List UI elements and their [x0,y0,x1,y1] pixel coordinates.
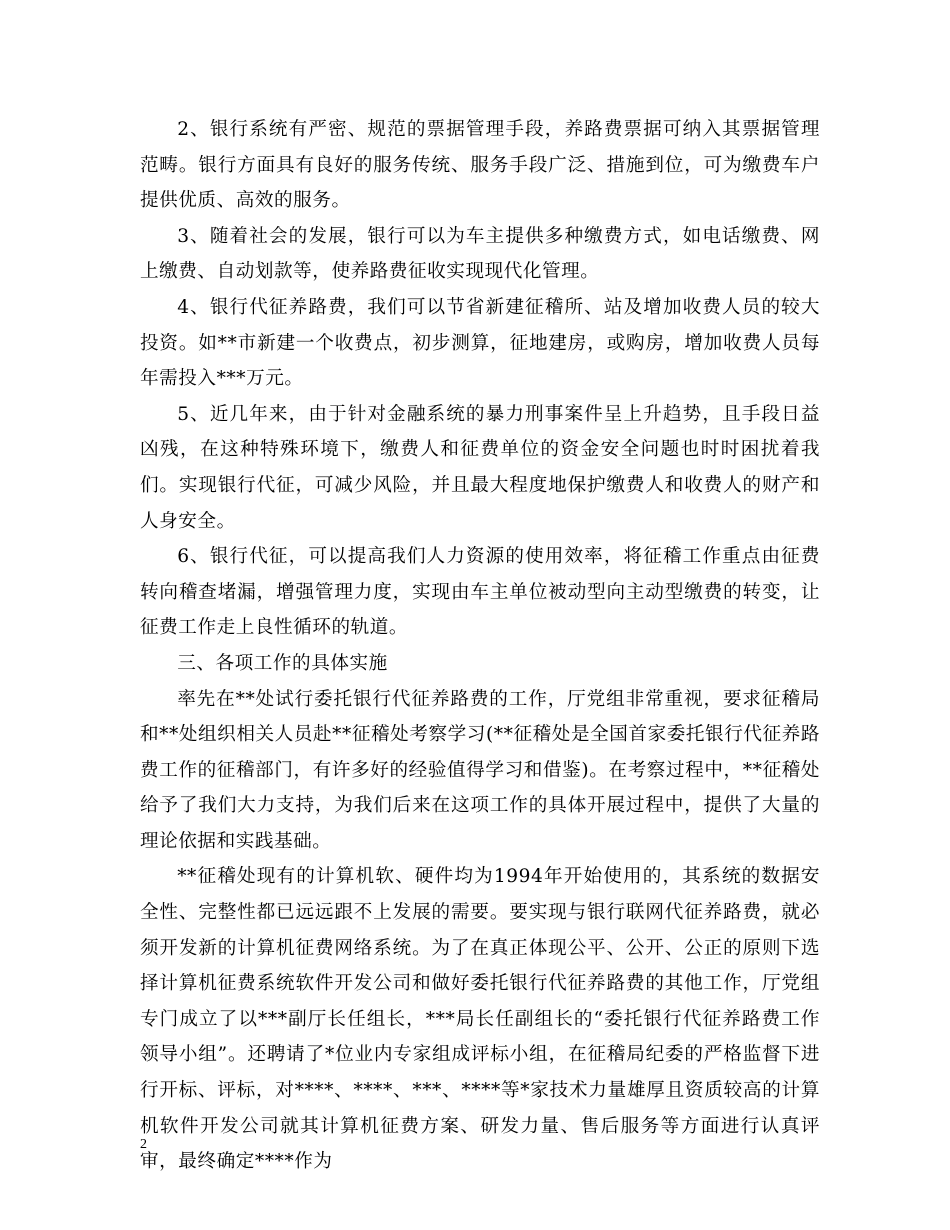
paragraph-investment-savings: 4、银行代征养路费，我们可以节省新建征稽所、站及增加收费人员的较大投资。如**市新建一个收费点，初步测算，征地建房，或购房，增加收费人员每年需投入***万元。 [140,296,820,390]
paragraph-pilot-study: 率先在**处试行委托银行代征养路费的工作，厅党组非常重视，要求征稽局和**处组织相关人员赴**征稽处考察学习(**征稽处是全国首家委托银行代征养路费工作的征稽部门，有许多好的经验值得学习和借鉴)。在考察过程中，**征稽处给予了我们大力支持，为我们后来在这项工作的具体开展过程中，提供了大量的理论依据和实践基础。 [140,688,820,852]
paragraph-bank-ticket-management: 2、银行系统有严密、规范的票据管理手段，养路费票据可纳入其票据管理范畴。银行方面具有良好的服务传统、服务手段广泛、措施到位，可为缴费车户提供优质、高效的服务。 [140,119,820,212]
document-page [140,112,820,1180]
paragraph-payment-methods: 3、随着社会的发展，银行可以为车主提供多种缴费方式，如电话缴费、网上缴费、自动划款等，使养路费征收实现现代化管理。 [140,225,820,283]
section-heading-implementation: 三、各项工作的具体实施 [177,652,388,674]
paragraph-system-development: **征稽处现有的计算机软、硬件均为1994年开始使用的，其系统的数据安全性、完整性都已远远跟不上发展的需要。要实现与银行联网代征养路费，就必须开发新的计算机征费网络系统。为了在真正体现公平、公开、公正的原则下选择计算机征费系统软件开发公司和做好委托银行代征养路费的其他工作，厅党组专门成立了以***副厅长任组长，***局长任副组长的“委托银行代征养路费工作领导小组”。还聘请了*位业内专家组成评标小组，在征稽局纪委的严格监督下进行开标、评标，对****、****、***、****等*家技术力量雄厚且资质较高的计算机软件开发公司就其计算机征费方案、研发力量、售后服务等方面进行认真评审，最终确定****作为 [140,866,820,1173]
paragraph-efficiency: 6、银行代征，可以提高我们人力资源的使用效率，将征稽工作重点由征费转向稽查堵漏，增强管理力度，实现由车主单位被动型向主动型缴费的转变，让征费工作走上良性循环的轨道。 [140,546,820,639]
paragraph-fund-safety: 5、近几年来，由于针对金融系统的暴力刑事案件呈上升趋势，且手段日益凶残，在这种特殊环境下，缴费人和征费单位的资金安全问题也时时困扰着我们。实现银行代征，可减少风险，并且最大程度地保护缴费人和收费人的财产和人身安全。 [140,403,820,532]
page-number: 2 [140,1137,147,1152]
